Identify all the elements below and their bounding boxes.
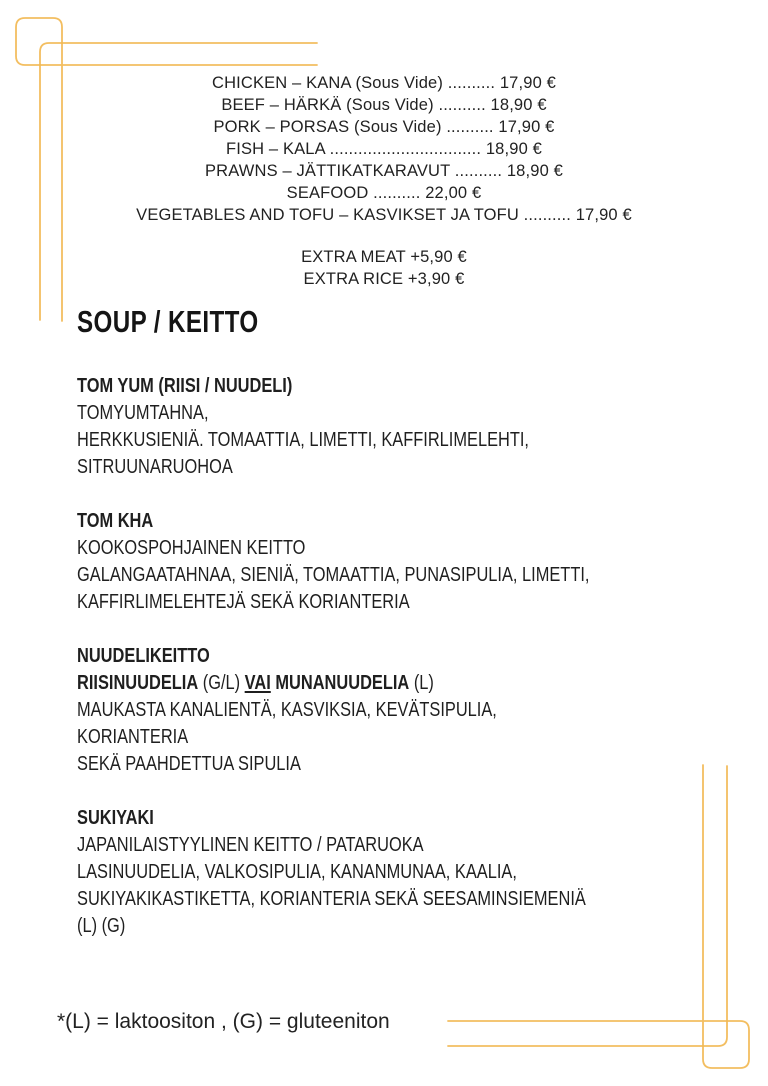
- price-line: [0, 138, 768, 160]
- item-label: VEGETABLES AND TOFU – KASVIKSET JA TOFU: [136, 206, 519, 224]
- item-price: 17,90 €: [499, 74, 556, 92]
- dish-description-line: GALANGAATAHNAA, SIENIÄ, TOMAATTIA, PUNASIPULIA, LIMETTI,: [77, 563, 590, 586]
- dish-name: TOM KHA: [77, 509, 154, 532]
- dot-leader: ................................: [329, 140, 482, 158]
- price-list: [0, 72, 768, 226]
- dish-description-line: KORIANTERIA: [77, 725, 189, 748]
- diet-code: (L): [409, 671, 434, 694]
- dish-description-line: SUKIYAKIKASTIKETTA, KORIANTERIA SEKÄ SEESAMINSIEMENIÄ: [77, 887, 586, 910]
- diet-legend: *(L) = laktoositon , (G) = gluteeniton: [57, 1010, 390, 1033]
- item-label: PRAWNS – JÄTTIKATKARAVUT: [205, 162, 451, 180]
- item-price: 18,90 €: [506, 162, 563, 180]
- item-label: SEAFOOD: [286, 184, 369, 202]
- or-word: VAI: [244, 671, 271, 694]
- dot-leader: ..........: [447, 74, 496, 92]
- price-line: [0, 160, 768, 182]
- price-line: [0, 116, 768, 138]
- dish-description-line: TOMYUMTAHNA,: [77, 401, 209, 424]
- dish-name: TOM YUM (RIISI / NUUDELI): [77, 374, 293, 397]
- item-label: BEEF – HÄRKÄ (Sous Vide): [221, 96, 434, 114]
- extras-list: [0, 247, 768, 290]
- dish-description-line: (L) (G): [77, 914, 126, 937]
- price-line: [0, 182, 768, 204]
- item-price: 22,00 €: [425, 184, 482, 202]
- price-line: [0, 204, 768, 226]
- item-price: 18,90 €: [490, 96, 547, 114]
- menu-section-nuudelikeitto: [77, 642, 605, 777]
- dot-leader: ..........: [446, 118, 494, 136]
- extra-line: EXTRA MEAT +5,90 €: [301, 248, 467, 266]
- item-price: 18,90 €: [485, 140, 542, 158]
- dish-description-line: MAUKASTA KANALIENTÄ, KASVIKSIA, KEVÄTSIPULIA,: [77, 698, 497, 721]
- item-price: 17,90 €: [575, 206, 632, 224]
- menu-section-tom-kha: [77, 507, 605, 615]
- menu-section-tom-yum: [77, 372, 605, 480]
- dot-leader: ..........: [454, 162, 503, 180]
- dish-description-line: SITRUUNARUOHOA: [77, 455, 233, 478]
- variant-option: RIISINUUDELIA: [77, 671, 199, 694]
- dish-description-line: KOOKOSPOHJAINEN KEITTO: [77, 536, 306, 559]
- dish-description-line: SEKÄ PAAHDETTUA SIPULIA: [77, 752, 301, 775]
- dot-leader: ..........: [373, 184, 421, 202]
- dot-leader: ..........: [438, 96, 486, 114]
- dish-description-line: HERKKUSIENIÄ. TOMAATTIA, LIMETTI, KAFFIRLIMELEHTI,: [77, 428, 529, 451]
- dish-description-line: LASINUUDELIA, VALKOSIPULIA, KANANMUNAA, KAALIA,: [77, 860, 517, 883]
- dish-description-line: JAPANILAISTYYLINEN KEITTO / PATARUOKA: [77, 833, 424, 856]
- item-label: FISH – KALA: [226, 140, 325, 158]
- dish-name: NUUDELIKEITTO: [77, 644, 210, 667]
- item-price: 17,90 €: [498, 118, 555, 136]
- dish-description-line: KAFFIRLIMELEHTEJÄ SEKÄ KORIANTERIA: [77, 590, 410, 613]
- price-line: [0, 94, 768, 116]
- soup-menu: [77, 303, 737, 966]
- dish-name: SUKIYAKI: [77, 806, 154, 829]
- extra-line: EXTRA RICE +3,90 €: [303, 269, 465, 288]
- item-label: CHICKEN – KANA (Sous Vide): [212, 74, 444, 92]
- menu-section-sukiyaki: [77, 804, 605, 939]
- diet-code: (G/L): [198, 671, 245, 694]
- dish-variant-line: [77, 669, 605, 696]
- variant-option: MUNANUUDELIA: [275, 671, 410, 694]
- price-line: [0, 72, 768, 94]
- item-label: PORK – PORSAS (Sous Vide): [213, 118, 442, 136]
- dot-leader: ..........: [523, 206, 571, 224]
- page-title: SOUP / KEITTO: [77, 304, 259, 339]
